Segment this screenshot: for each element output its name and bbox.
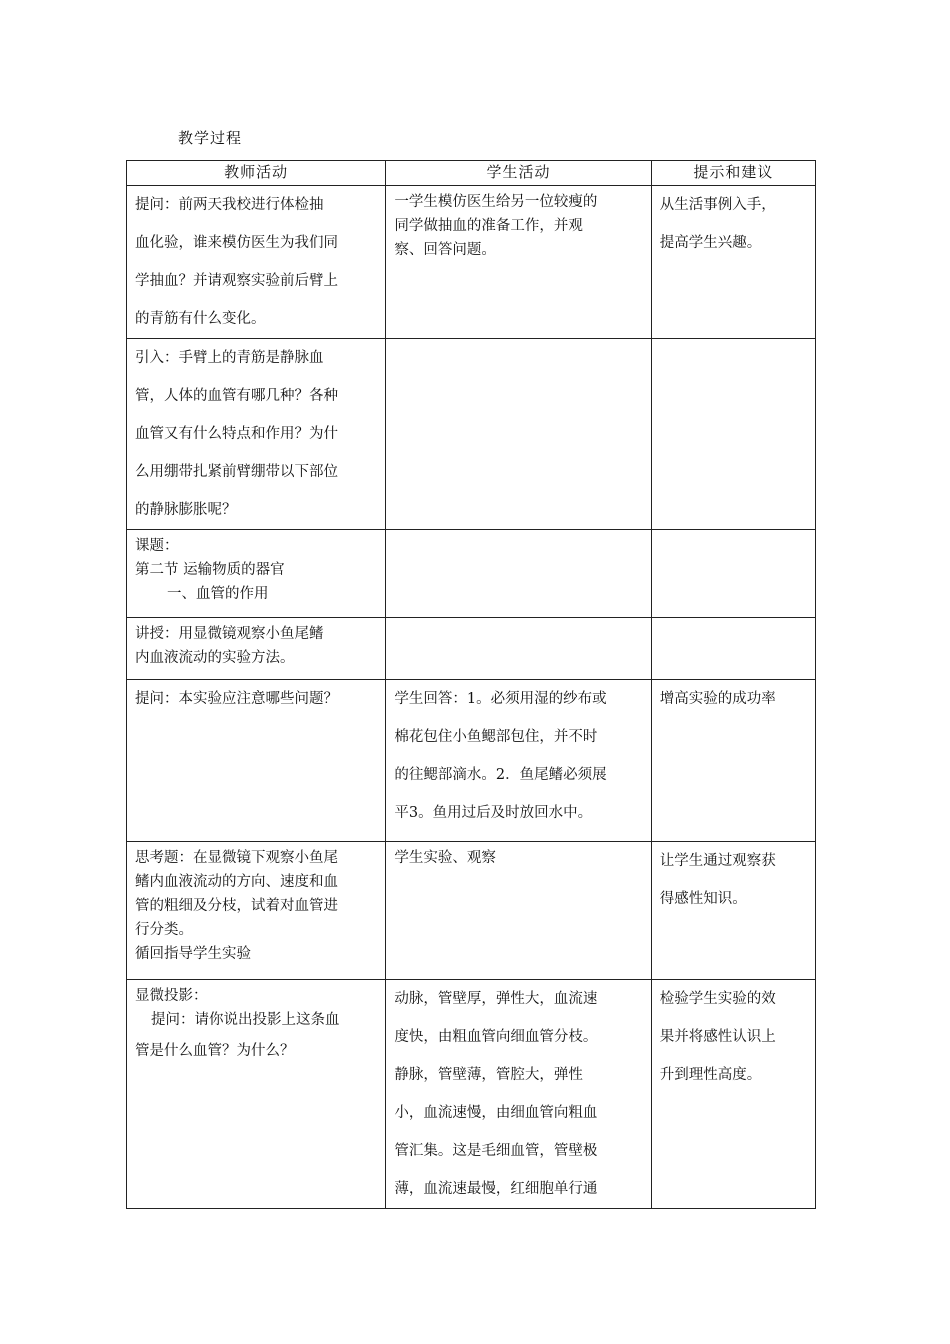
text-line: 课题： (135, 538, 179, 554)
student-activity-cell (386, 842, 651, 980)
teacher-activity-cell (127, 186, 386, 339)
text-line: 升到理性高度。 (659, 1067, 762, 1083)
text-line: 引入：手臂上的青筋是静脉血 (135, 350, 324, 366)
text-line: 察、回答问题。 (394, 242, 496, 258)
text-line: 动脉，管壁厚，弹性大，血流速 (394, 991, 598, 1007)
text-line: 得感性知识。 (659, 891, 747, 907)
text-line: 提问：前两天我校进行体检抽 (135, 197, 324, 213)
text-line: 检验学生实验的效 (659, 991, 776, 1007)
text-line: 内血液流动的实验方法。 (135, 650, 295, 666)
table-row (127, 339, 816, 530)
text-line: 提高学生兴趣。 (659, 235, 762, 251)
text-line: 学抽血？并请观察实验前后臂上 (135, 273, 338, 289)
text-line: 的静脉膨胀呢？ (135, 502, 237, 518)
text-line: 鳍内血液流动的方向、速度和血 (135, 874, 338, 890)
text-line: 一学生模仿医生给另一位较瘦的 (394, 194, 598, 210)
tips-cell (651, 980, 815, 1209)
text-line: 让学生通过观察获 (659, 853, 776, 869)
text-line: 薄，血流速最慢，红细胞单行通 (394, 1181, 598, 1197)
student-activity-cell (386, 339, 651, 530)
tips-cell (651, 186, 815, 339)
teacher-activity-cell (127, 339, 386, 530)
text-line: 学生回答：1。必须用湿的纱布或 (394, 691, 607, 707)
header-teacher-activity: 教师活动 (127, 161, 386, 186)
text-line: 行分类。 (135, 922, 193, 938)
tips-cell (651, 842, 815, 980)
table-row (127, 842, 816, 980)
text-line: 血化验，谁来模仿医生为我们同 (135, 235, 338, 251)
text-line: 思考题：在显微镜下观察小鱼尾 (135, 850, 338, 866)
lesson-process-table (126, 160, 816, 1209)
text-line: 血管又有什么特点和作用？为什 (135, 426, 338, 442)
text-line: 增高实验的成功率 (659, 691, 776, 707)
header-tips-suggestions: 提示和建议 (651, 161, 815, 186)
table-row (127, 186, 816, 339)
table-row (127, 618, 816, 680)
student-activity-cell (386, 618, 651, 680)
text-line: 讲授：用显微镜观察小鱼尾鳍 (135, 626, 324, 642)
text-line: 管，人体的血管有哪几种？各种 (135, 388, 338, 404)
page-title: 教学过程 (178, 129, 243, 147)
teacher-activity-cell (127, 530, 386, 618)
text-line: 管汇集。这是毛细血管，管壁极 (394, 1143, 598, 1159)
teacher-activity-cell (127, 618, 386, 680)
table-row (127, 980, 816, 1209)
text-line: 棉花包住小鱼鳃部包住，并不时 (394, 729, 598, 745)
text-line: 一、血管的作用 (167, 586, 269, 602)
text-line: 果并将感性认识上 (659, 1029, 776, 1045)
text-line: 静脉，管壁薄，管腔大，弹性 (394, 1067, 583, 1083)
text-line: 提问：本实验应注意哪些问题？ (135, 691, 338, 707)
tips-cell (651, 339, 815, 530)
text-line: 平3。鱼用过后及时放回水中。 (394, 805, 593, 821)
text-line: 管的粗细及分枝，试着对血管进 (135, 898, 338, 914)
text-line: 管是什么血管？为什么？ (135, 1043, 295, 1059)
tips-cell (651, 530, 815, 618)
tips-cell (651, 618, 815, 680)
teacher-activity-cell (127, 680, 386, 842)
header-student-activity: 学生活动 (386, 161, 651, 186)
table-row (127, 680, 816, 842)
text-line: 同学做抽血的准备工作，并观 (394, 218, 583, 234)
student-activity-cell (386, 186, 651, 339)
text-line: 从生活事例入手， (659, 197, 776, 213)
student-activity-cell (386, 530, 651, 618)
text-line: 学生实验、观察 (394, 850, 496, 866)
text-line: 循回指导学生实验 (135, 946, 251, 962)
table-header-row (127, 161, 816, 186)
text-line: 的往鳃部滴水。2．鱼尾鳍必须展 (394, 767, 607, 783)
text-line: 小，血流速慢，由细血管向粗血 (394, 1105, 598, 1121)
teacher-activity-cell (127, 980, 386, 1209)
student-activity-cell (386, 980, 651, 1209)
text-line: 么用绷带扎紧前臂绷带以下部位 (135, 464, 338, 480)
text-line: 显微投影： (135, 988, 208, 1004)
text-line: 度快，由粗血管向细血管分枝。 (394, 1029, 598, 1045)
text-line: 第二节 运输物质的器官 (135, 562, 285, 578)
tips-cell (651, 680, 815, 842)
teacher-activity-cell (127, 842, 386, 980)
student-activity-cell (386, 680, 651, 842)
text-line: 提问：请你说出投影上这条血 (151, 1012, 340, 1028)
text-line: 的青筋有什么变化。 (135, 311, 266, 327)
table-row (127, 530, 816, 618)
